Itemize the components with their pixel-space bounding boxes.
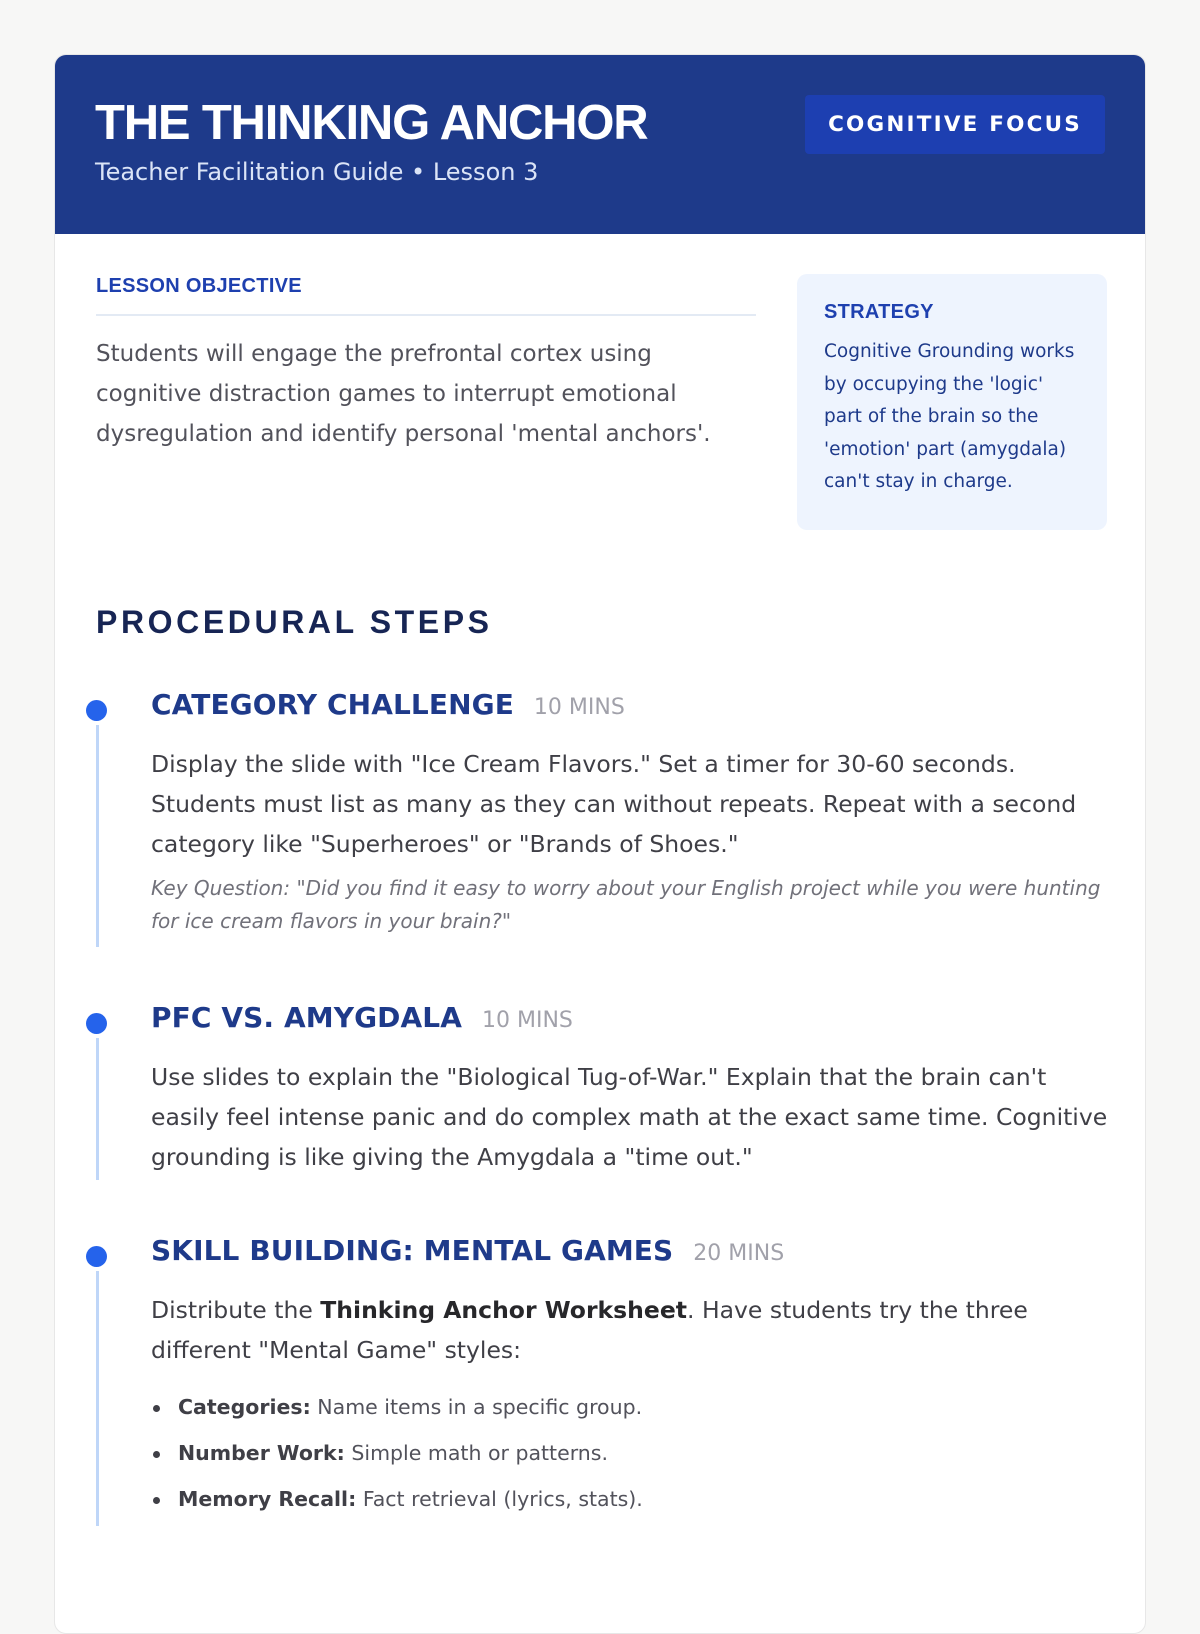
list-item-text: Simple math or patterns. [344, 1441, 608, 1465]
list-item [151, 1390, 1111, 1436]
step-description: Display the slide with "Ice Cream Flavors." Set a timer for 30-60 seconds. Students must list as many as they can without repeats. Repeat with a second category like "Superheroes" or "Brands of Shoes." [151, 750, 1077, 858]
strategy-label: STRATEGY [824, 301, 934, 323]
list-item-term: Memory Recall: [178, 1487, 357, 1511]
step-description-start: Distribute the [151, 1296, 321, 1324]
focus-badge: COGNITIVE FOCUS [805, 95, 1105, 154]
list-item [151, 1482, 1111, 1528]
step-header [151, 688, 625, 721]
mental-game-list [151, 1390, 1111, 1528]
list-item-text: Fact retrieval (lyrics, stats). [356, 1487, 643, 1511]
objective-label: LESSON OBJECTIVE [96, 275, 302, 297]
step-title: PFC VS. AMYGDALA [151, 1001, 462, 1034]
header-banner [55, 55, 1145, 234]
step-body [151, 1057, 1111, 1177]
objective-divider [96, 314, 756, 316]
timeline-line [96, 1038, 99, 1180]
step-header [151, 1234, 784, 1267]
step-title: CATEGORY CHALLENGE [151, 688, 514, 721]
objective-text: Students will engage the prefrontal cortex using cognitive distraction games to interrupt emotional dysregulation and identify personal 'mental anchors'. [96, 341, 711, 447]
list-item-term: Number Work: [178, 1441, 345, 1465]
timeline-line [96, 1271, 99, 1526]
page-subtitle: Teacher Facilitation Guide • Lesson 3 [95, 158, 539, 186]
strategy-text: Cognitive Grounding works by occupying the 'logic' part of the brain so the 'emotion' part (amygdala) can't stay in charge. [824, 341, 1075, 492]
page-title: THE THINKING ANCHOR [95, 96, 648, 150]
list-item [151, 1436, 1111, 1482]
step-title: SKILL BUILDING: MENTAL GAMES [151, 1234, 674, 1267]
step-header [151, 1001, 573, 1034]
step-description-end: . Have students try the three different "Mental Game" styles: [151, 1296, 1028, 1364]
worksheet-name: Thinking Anchor Worksheet [320, 1296, 687, 1324]
strategy-callout [797, 274, 1107, 530]
lesson-objective [96, 275, 756, 454]
step-duration: 10 MINS [533, 695, 625, 720]
timeline-dot [86, 1246, 107, 1267]
step-duration: 10 MINS [481, 1008, 573, 1033]
timeline-dot [86, 1013, 107, 1034]
step-body [151, 744, 1111, 938]
step-body [151, 1290, 1111, 1528]
timeline-dot [86, 700, 107, 721]
timeline-line [96, 725, 99, 947]
lesson-card [54, 54, 1146, 1634]
list-item-text: Name items in a specific group. [310, 1395, 643, 1419]
list-item-term: Categories: [178, 1395, 311, 1419]
step-description: Use slides to explain the "Biological Tug-of-War." Explain that the brain can't easily feel intense panic and do complex math at the exact same time. Cognitive grounding is like giving the Amygdala a "time out." [151, 1063, 1108, 1171]
step-description [151, 1290, 1111, 1370]
procedural-steps-heading: PROCEDURAL STEPS [96, 604, 493, 640]
key-question: Key Question: "Did you find it easy to worry about your English project while you were hunting for ice cream flavors in your brain?" [151, 876, 1101, 933]
step-duration: 20 MINS [693, 1241, 785, 1266]
